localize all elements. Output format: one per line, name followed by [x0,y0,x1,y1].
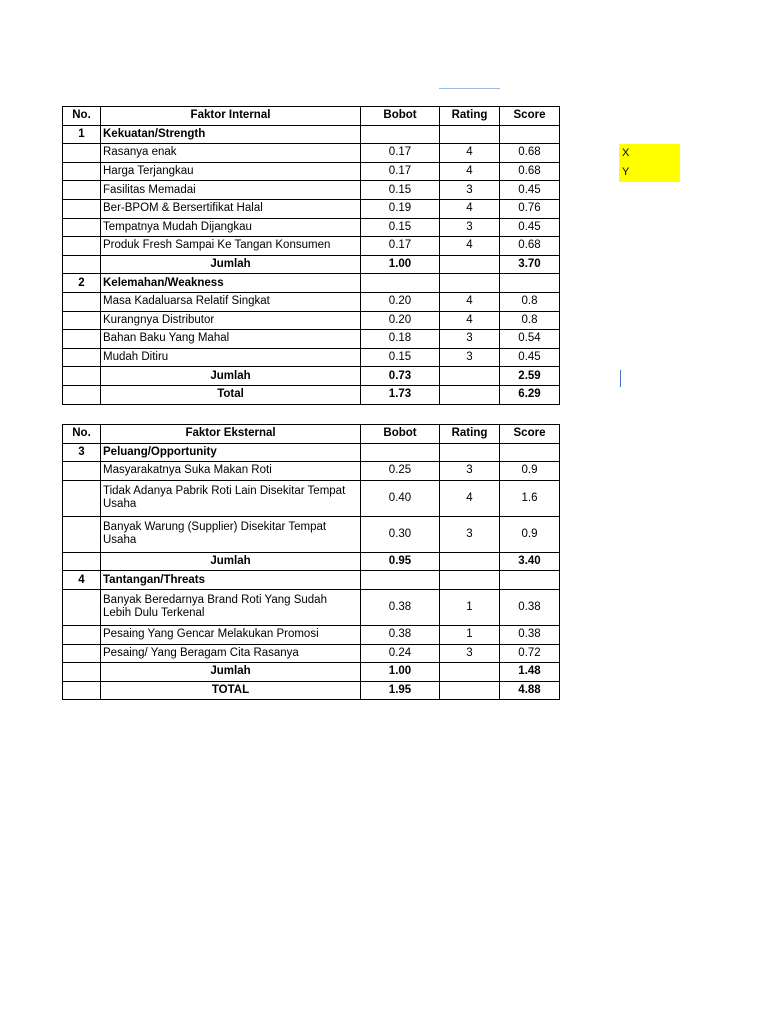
subtotal-score: 2.59 [500,367,560,386]
bobot-cell: 0.15 [361,348,440,367]
rating-cell: 4 [440,144,500,163]
rating-cell: 4 [440,199,500,218]
total-label: Total [101,385,361,404]
y-label-cell[interactable]: Y [619,163,680,182]
rating-cell: 1 [440,589,500,625]
factor-name: Banyak Beredarnya Brand Roti Yang Sudah Lebih Dulu Terkenal [101,589,361,625]
rating-cell: 3 [440,516,500,552]
rating-cell: 4 [440,237,500,256]
rating-cell: 4 [440,162,500,181]
factor-name: Rasanya enak [101,144,361,163]
total-score: 4.88 [500,681,560,700]
bobot-cell: 0.17 [361,237,440,256]
score-cell: 0.8 [500,292,560,311]
rating-cell: 4 [440,311,500,330]
section-no: 3 [63,443,101,462]
rating-cell: 3 [440,218,500,237]
header-no: No. [63,107,101,126]
factor-name: Tidak Adanya Pabrik Roti Lain Disekitar Tempat Usaha [101,480,361,516]
subtotal-label: Jumlah [101,367,361,386]
factor-name: Kurangnya Distributor [101,311,361,330]
score-cell: 0.68 [500,237,560,256]
table-row [63,218,560,237]
total-row [63,681,560,700]
section-no: 2 [63,274,101,293]
header-rating: Rating [440,425,500,444]
x-label-cell[interactable]: X [619,144,680,163]
subtotal-label: Jumlah [101,552,361,571]
header-rating: Rating [440,107,500,126]
score-cell: 0.68 [500,144,560,163]
score-cell: 0.54 [500,330,560,349]
score-cell: 0.68 [500,162,560,181]
section-row-weakness [63,274,560,293]
table-row [63,644,560,663]
table-row [63,181,560,200]
bobot-cell: 0.30 [361,516,440,552]
table-row [63,480,560,516]
bobot-cell: 0.15 [361,181,440,200]
factor-name: Ber-BPOM & Bersertifikat Halal [101,199,361,218]
bobot-cell: 0.24 [361,644,440,663]
table-row [63,144,560,163]
factor-name: Pesaing/ Yang Beragam Cita Rasanya [101,644,361,663]
rating-cell: 3 [440,462,500,481]
header-score: Score [500,425,560,444]
header-factor: Faktor Internal [101,107,361,126]
subtotal-row [63,663,560,682]
bobot-cell: 0.17 [361,162,440,181]
header-factor: Faktor Eksternal [101,425,361,444]
section-row-threat [63,571,560,590]
bobot-cell: 0.19 [361,199,440,218]
score-cell: 0.8 [500,311,560,330]
table-row [63,199,560,218]
table-row [63,516,560,552]
factor-name: Bahan Baku Yang Mahal [101,330,361,349]
section-no: 4 [63,571,101,590]
header-underline [439,88,500,89]
subtotal-score: 3.40 [500,552,560,571]
total-bobot: 1.73 [361,385,440,404]
score-cell: 0.45 [500,218,560,237]
table-header-row [63,425,560,444]
score-cell: 0.38 [500,625,560,644]
header-no: No. [63,425,101,444]
factor-name: Masa Kadaluarsa Relatif Singkat [101,292,361,311]
bobot-cell: 0.38 [361,589,440,625]
text-cursor [620,370,621,387]
factor-name: Produk Fresh Sampai Ke Tangan Konsumen [101,237,361,256]
bobot-cell: 0.38 [361,625,440,644]
factor-name: Mudah Ditiru [101,348,361,367]
factor-name: Masyarakatnya Suka Makan Roti [101,462,361,481]
header-score: Score [500,107,560,126]
section-label: Kekuatan/Strength [101,125,361,144]
rating-cell: 4 [440,480,500,516]
bobot-cell: 0.18 [361,330,440,349]
subtotal-bobot: 1.00 [361,255,440,274]
bobot-cell: 0.15 [361,218,440,237]
subtotal-label: Jumlah [101,663,361,682]
subtotal-bobot: 0.73 [361,367,440,386]
table-row [63,237,560,256]
bobot-cell: 0.40 [361,480,440,516]
subtotal-bobot: 1.00 [361,663,440,682]
bobot-cell: 0.20 [361,292,440,311]
score-cell: 0.9 [500,462,560,481]
header-bobot: Bobot [361,425,440,444]
rating-cell: 3 [440,330,500,349]
bobot-cell: 0.25 [361,462,440,481]
rating-cell: 1 [440,625,500,644]
section-no: 1 [63,125,101,144]
score-cell: 0.38 [500,589,560,625]
factor-name: Tempatnya Mudah Dijangkau [101,218,361,237]
table-row [63,162,560,181]
subtotal-label: Jumlah [101,255,361,274]
score-cell: 0.45 [500,348,560,367]
section-label: Peluang/Opportunity [101,443,361,462]
score-cell: 1.6 [500,480,560,516]
total-bobot: 1.95 [361,681,440,700]
table-row [63,348,560,367]
total-label: TOTAL [101,681,361,700]
section-label: Kelemahan/Weakness [101,274,361,293]
table-row [63,292,560,311]
table-row [63,330,560,349]
table-header-row [63,107,560,126]
subtotal-score: 3.70 [500,255,560,274]
total-score: 6.29 [500,385,560,404]
table-row [63,589,560,625]
score-cell: 0.45 [500,181,560,200]
internal-factor-table [62,106,560,405]
table-row [63,625,560,644]
table-row [63,462,560,481]
subtotal-bobot: 0.95 [361,552,440,571]
table-row [63,311,560,330]
rating-cell: 3 [440,348,500,367]
total-row [63,385,560,404]
bobot-cell: 0.20 [361,311,440,330]
subtotal-score: 1.48 [500,663,560,682]
score-cell: 0.9 [500,516,560,552]
section-row-opportunity [63,443,560,462]
header-bobot: Bobot [361,107,440,126]
subtotal-row [63,552,560,571]
bobot-cell: 0.17 [361,144,440,163]
section-row-strength [63,125,560,144]
rating-cell: 4 [440,292,500,311]
external-factor-table [62,424,560,700]
factor-name: Harga Terjangkau [101,162,361,181]
score-cell: 0.76 [500,199,560,218]
factor-name: Pesaing Yang Gencar Melakukan Promosi [101,625,361,644]
factor-name: Fasilitas Memadai [101,181,361,200]
score-cell: 0.72 [500,644,560,663]
factor-name: Banyak Warung (Supplier) Disekitar Tempat Usaha [101,516,361,552]
subtotal-row [63,367,560,386]
section-label: Tantangan/Threats [101,571,361,590]
subtotal-row [63,255,560,274]
rating-cell: 3 [440,181,500,200]
rating-cell: 3 [440,644,500,663]
